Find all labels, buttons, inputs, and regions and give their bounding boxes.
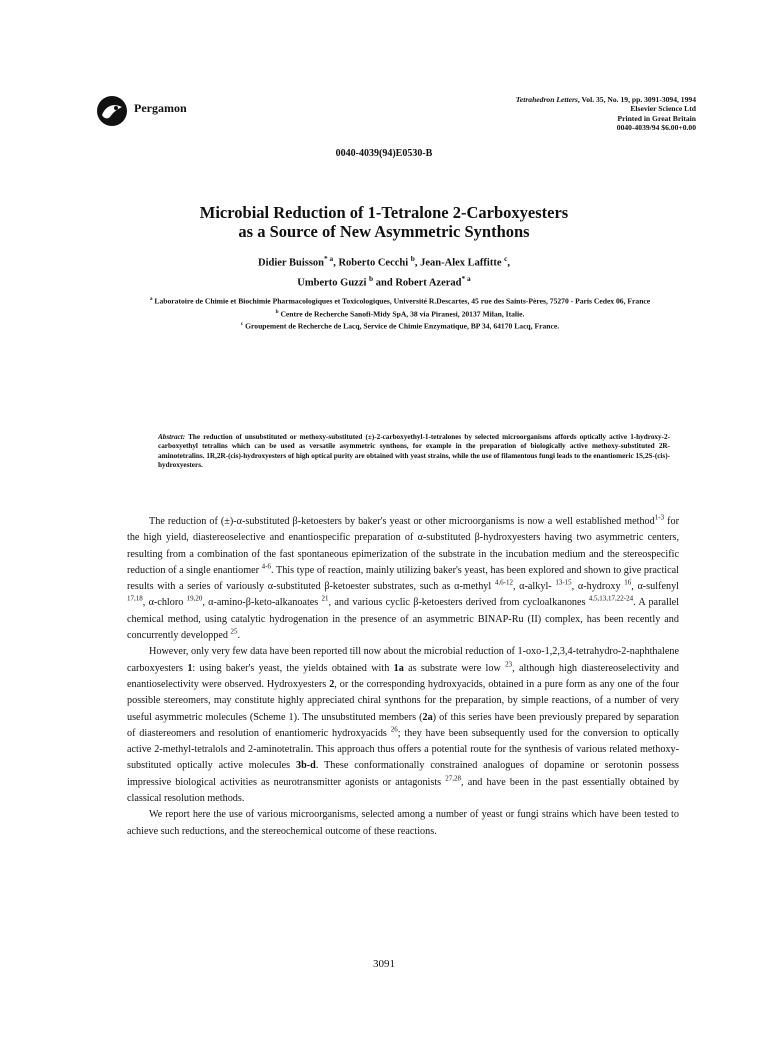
author-affil-mark: * a bbox=[461, 273, 471, 283]
affiliation-mark: b bbox=[275, 308, 279, 315]
text-run: as substrate were low bbox=[403, 662, 506, 674]
text-run: , although high diastereoselectivity and enantioselectivity were observed. Hydroxyesters bbox=[127, 662, 679, 690]
author-conjunction: and bbox=[375, 277, 393, 288]
author-name: Didier Buisson bbox=[257, 257, 325, 269]
text-run: , and have been in the past essentially obtained by classical resolution methods. bbox=[127, 776, 679, 805]
title-line-2: as a Source of New Asymmetric Synthons bbox=[238, 222, 530, 241]
author-affil-mark: b bbox=[369, 273, 374, 283]
author-affil-mark: b bbox=[410, 254, 415, 263]
citation-ref: 21 bbox=[321, 595, 329, 604]
publisher-name: Pergamon bbox=[134, 101, 187, 115]
text-run: , α-amino-β-keto-alkanoates bbox=[202, 597, 322, 609]
citation-ref: 19,20 bbox=[186, 595, 203, 604]
text-run: . This type of reaction, mainly utilizing baker's yeast, has been explored and shown to give practical results with a series of variously α-substituted β-ketoester substrates, such as α-methyl bbox=[127, 564, 679, 593]
citation-ref: 26 bbox=[390, 725, 398, 734]
text-run: for the high yield, diastereoselective and enantiospecific preparation of α-substituted β-hydroxyesters having two asymmetric centers, resulting from a combination of the fast spontaneous epimerization of the substrate in the incubation medium and the stereospecific reduction of a single enantiomer bbox=[127, 516, 679, 576]
text-run: ; they have been subsequently used for the conversion to optically active 2-methyl-tetralols and 2-aminotetralin. This approach thus offers a potential route for the synthesis of various related methoxy-substituted optically active molecules bbox=[127, 727, 679, 772]
text-run: , α-sulfenyl bbox=[631, 581, 679, 593]
journal-name: Tetrahedron Letters bbox=[515, 95, 578, 104]
body-text bbox=[127, 514, 679, 840]
abstract bbox=[158, 433, 670, 470]
copyright-line: Elsevier Science Ltd bbox=[630, 104, 696, 114]
compound-ref: 1 bbox=[187, 662, 193, 674]
citation-ref: 16 bbox=[624, 578, 632, 587]
article-title bbox=[0, 203, 768, 241]
affiliation-c bbox=[120, 319, 680, 332]
author-list bbox=[0, 251, 768, 290]
citation-ref: 4-6 bbox=[261, 562, 272, 571]
citation-ref: 4,5,13,17,22-24 bbox=[588, 595, 634, 604]
author-line-1: Didier Buisson$^{* a}$, Roberto Cecchi $^b$, Jean-Alex Laffitte $^c$, bbox=[257, 254, 510, 269]
journal-info bbox=[516, 95, 696, 133]
author-name: Umberto Guzzi bbox=[297, 277, 367, 288]
citation-ref: 23 bbox=[505, 660, 513, 669]
citation-ref: 4,6-12 bbox=[494, 578, 513, 587]
title-line-1: Microbial Reduction of 1-Tetralone 2-Carboxyesters bbox=[199, 203, 569, 222]
affiliation-mark: a bbox=[149, 296, 153, 302]
volume-pages: , Vol. 35, No. 19, pp. 3091-3094, 1994 bbox=[577, 95, 696, 104]
abstract-text: The reduction of unsubstituted or methoxy-substituted (±)-2-carboxyethyl-1-tetralones by selected microorganisms affords optically active 1-hydroxy-2-carboxyethyl tetralins which can be used as versatile asymmetric synthons, for example in the preparation of biologically active methoxy-substituted 2R-aminotetralins. 1R,2R-(cis)-hydroxyesters of high optical purity are obtained with yeast strains, while the use of filamentous fungi leads to the enantiomeric 1S,2S-(cis)-hydroxyesters. bbox=[158, 433, 670, 469]
text-run: , and various cyclic β-ketoesters derived from cycloalkanones bbox=[328, 597, 589, 609]
text-run: . A parallel chemical method, using catalytic hydrogenation in the presence of an asymmetric BINAP-Ru (II) complex, has been recently and concurrently developped bbox=[127, 597, 679, 642]
text-run: , α-chloro bbox=[142, 597, 187, 609]
text-run: ) of this series have been previously prepared by separation of diastereomers and resolution of enantiomeric hydroxyacids bbox=[127, 711, 679, 739]
citation-ref: 25 bbox=[230, 627, 238, 636]
compound-ref: 1a bbox=[393, 662, 404, 674]
compound-ref: 3b-d bbox=[295, 760, 316, 772]
paragraph-2 bbox=[127, 644, 679, 807]
text-run: The reduction of (±)-α-substituted β-ketoesters by baker's yeast or other microorganisms is now a well established method bbox=[149, 516, 655, 527]
paragraph-3: We report here the use of various microorganisms, selected among a number of yeast or fungi strains which have been tested to achieve such reductions, and the stereochemical outcome of these reactions. bbox=[127, 809, 679, 837]
abstract-label: Abstract: bbox=[158, 433, 186, 441]
article-code: 0040-4039(94)E0530-B bbox=[335, 148, 433, 159]
affiliation-b bbox=[120, 307, 680, 320]
price-code: 0040-4039/94 $6.00+0.00 bbox=[616, 123, 696, 133]
affiliation-mark: c bbox=[240, 321, 244, 328]
author-affil-mark: * a bbox=[324, 254, 334, 263]
affiliation-text: Groupement de Recherche de Lacq, Service de Chimie Enzymatique, BP 34, 64170 Lacq, France. bbox=[245, 321, 560, 331]
author-line-2 bbox=[0, 271, 768, 291]
text-run: , or the corresponding hydroxyacids, obtained in a pure form as any one of the four possible stereomers, may constitute highly appreciated chiral synthons for the preparation, by simple reactions, of a number of very useful asymmetric molecules (Scheme 1). The unsubstituted members ( bbox=[127, 678, 680, 723]
citation-ref: 1-3 bbox=[654, 513, 665, 522]
pergamon-logo-icon bbox=[96, 95, 128, 127]
paragraph-1 bbox=[127, 514, 679, 644]
text-run: However, only very few data have been reported till now about the microbial reduction of 1-oxo-1,2,3,4-tetrahydro-2-naphthalene carboxyesters bbox=[127, 646, 680, 674]
author-name: Robert Azerad bbox=[395, 277, 462, 288]
author-name: Jean-Alex Laffitte bbox=[420, 257, 502, 269]
text-run: . bbox=[237, 630, 241, 642]
affiliations bbox=[120, 294, 680, 332]
printed-line: Printed in Great Britain bbox=[617, 113, 696, 123]
author-name: Roberto Cecchi bbox=[338, 257, 409, 269]
text-run: : using baker's yeast, the yields obtained with bbox=[192, 662, 394, 674]
affiliation-a bbox=[120, 294, 680, 307]
page-number: 3091 bbox=[373, 958, 395, 970]
citation-line bbox=[516, 95, 696, 104]
affiliation-text: Centre de Recherche Sanofi-Midy SpA, 38 via Piranesi, 20137 Milan, Italie. bbox=[280, 309, 525, 319]
text-run: , α-alkyl- bbox=[512, 581, 556, 593]
text-run: , α-hydroxy bbox=[571, 581, 625, 593]
citation-ref: 13-15 bbox=[555, 578, 572, 587]
compound-ref: 2a bbox=[422, 711, 433, 723]
author-affil-mark: c bbox=[504, 254, 508, 263]
affiliation-text: Laboratoire de Chimie et Biochimie Pharmacologiques et Toxicologiques, Université R.Descartes, 45 rue des Saints-Pères, 75270 - Paris Cedex 06, France bbox=[154, 296, 651, 306]
citation-ref: 27,28 bbox=[445, 774, 462, 783]
text-run: . These conformationally constrained analogues of dopamine or serotonin possess impressive biological activities as neurotransmitter agonists or antagonists bbox=[127, 760, 679, 788]
compound-ref: 2 bbox=[329, 678, 335, 690]
citation-ref: 17,18 bbox=[127, 595, 143, 604]
